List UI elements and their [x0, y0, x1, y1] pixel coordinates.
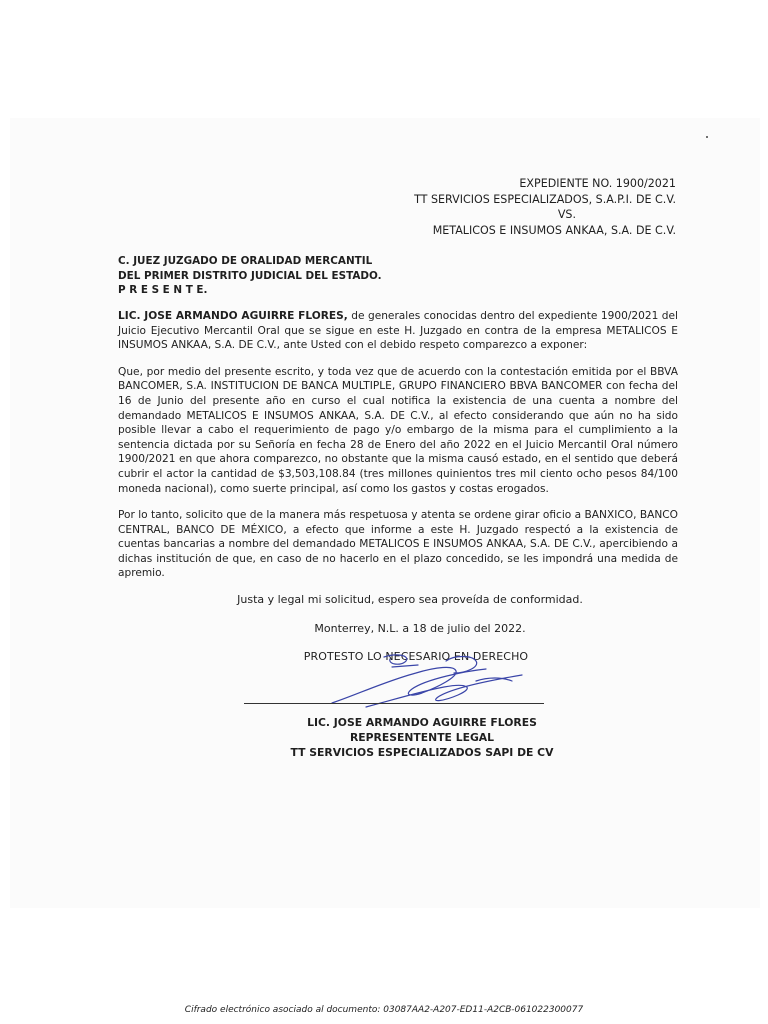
protesto-line: PROTESTO LO NECESARIO EN DERECHO	[303, 650, 529, 664]
addressee-block	[118, 254, 678, 297]
addressee-line-3: P R E S E N T E.	[118, 283, 208, 296]
place-and-date: Monterrey, N.L. a 18 de julio del 2022.	[314, 621, 526, 635]
signer-role: REPRESENTENTE LEGAL	[349, 730, 495, 744]
intro-text: de generales conocidas dentro del expediente 1900/2021 del Juicio Ejecutivo Mercantil Oral que se sigue en este H. Juzgado en contra de la empresa METALICOS E INSUMOS ANKAA, S.A. DE C.V., ante Usted con el debido respeto comparezco a exponer:	[118, 309, 678, 352]
body-paragraph-1	[118, 365, 678, 496]
scan-speck	[706, 136, 708, 138]
body-paragraph-2	[118, 508, 678, 581]
signer-name: LIC. JOSE ARMANDO AGUIRRE FLORES	[307, 715, 537, 729]
closing-statement: Justa y legal mi solicitud, espero sea proveída de conformidad.	[237, 593, 583, 607]
intro-paragraph	[118, 309, 678, 353]
addressee-line-1: C. JUEZ JUZGADO DE ORALIDAD MERCANTIL	[118, 255, 373, 268]
case-header	[118, 176, 678, 238]
defendant-name: METALICOS E INSUMOS ANKAA, S.A. DE C.V.	[432, 223, 676, 237]
signature-area	[118, 665, 678, 705]
signer-company: TT SERVICIOS ESPECIALIZADOS SAPI DE CV	[290, 745, 554, 759]
signature-line	[244, 703, 544, 704]
versus-label: VS.	[557, 208, 576, 222]
lawyer-name: LIC. JOSE ARMANDO AGUIRRE FLORES,	[118, 309, 348, 322]
addressee-line-2: DEL PRIMER DISTRITO JUDICIAL DEL ESTADO.	[118, 269, 382, 282]
body-paragraph-1-text: Que, por medio del presente escrito, y toda vez que de acuerdo con la contestación emitida por el BBVA BANCOMER, S.A. INSTITUCION DE BANCA MULTIPLE, GRUPO FINANCIERO BBVA BANCOMER con fecha del 16 de Junio del presente año en curso el cual notifica la existencia de una cuenta a nombre del demandado METALICOS E INSUMOS ANKAA, S.A. DE C.V., al efecto considerando que aún no ha sido posible llevar a cabo el requerimiento de pago y/o embargo de la misma para el cumplimiento a la sentencia dictada por su Señoría en fecha 28 de Enero del año 2022 en el Juicio Mercantil Oral número 1900/2021 en que ahora comparezco, no obstante que la misma causó estado, en el sentido que deberá cubrir el actor la cantidad de $3,503,108.84 (tres millones quinientos tres mil ciento ocho pesos 84/100 moneda nacional), como suerte principal, así como los gastos y costas erogados.	[118, 365, 678, 495]
electronic-cipher-footer: Cifrado electrónico asociado al documento: 03087AA2-A207-ED11-A2CB-061022300077	[184, 1005, 584, 1015]
expediente-number: EXPEDIENTE NO. 1900/2021	[519, 177, 676, 190]
body-paragraph-2-text: Por lo tanto, solicito que de la manera más respetuosa y atenta se ordene girar oficio a BANXICO, BANCO CENTRAL, BANCO DE MÉXICO, a efecto que informe a este H. Juzgado respectó a la existencia de cuentas bancarias a nombre del demandado METALICOS E INSUMOS ANKAA, S.A. DE C.V., apercibiendo a dichas institución de que, en caso de no hacerlo en el plazo concedido, se les impondrá una medida de apremio.	[118, 509, 678, 580]
signer-block	[118, 715, 678, 760]
plaintiff-name: TT SERVICIOS ESPECIALIZADOS, S.A.P.I. DE C.V.	[414, 192, 676, 206]
document-body	[118, 176, 678, 760]
